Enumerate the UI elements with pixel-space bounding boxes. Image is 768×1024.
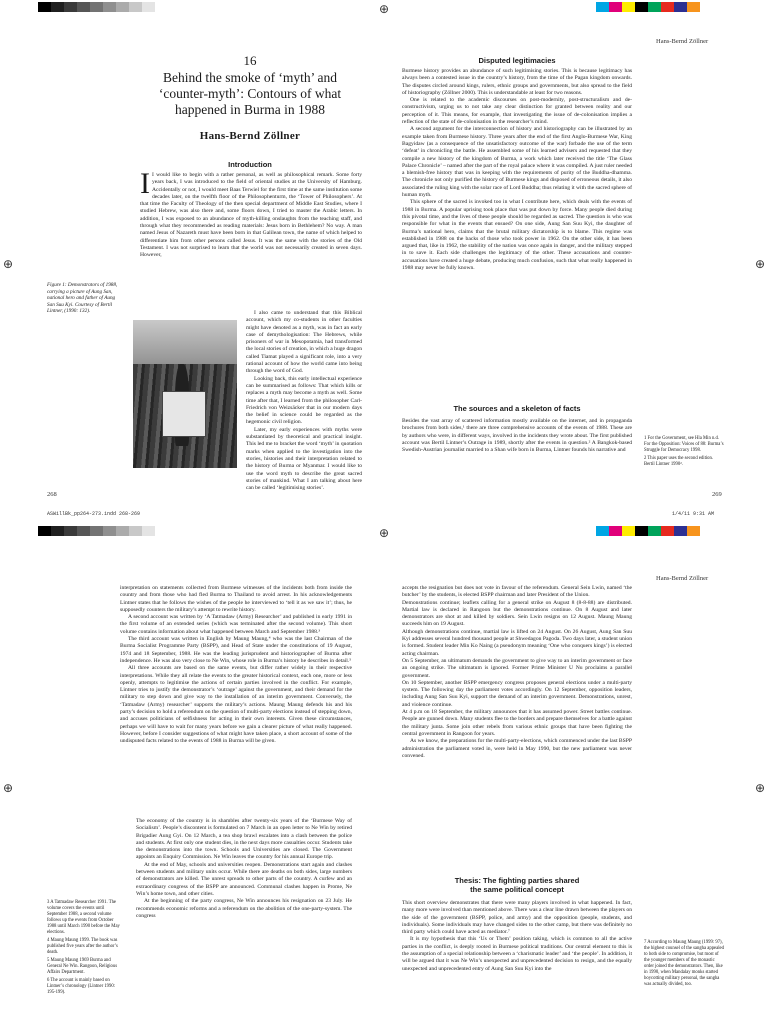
colorbar-swatch bbox=[622, 2, 635, 12]
bottom-right-chronology bbox=[402, 585, 632, 760]
body-paragraph: At 4 p.m on 18 September, the military announces that it has assumed power. Street battles continue. People are gunned down. Many students flee to the borders and prepare themselves for a battle against the military junta. Some join other rebels from various ethnic groups that have been fighting the central government in Rangoon for years. bbox=[402, 709, 632, 737]
registration-mark-icon: ⊕ bbox=[2, 257, 14, 271]
colorbar-swatch bbox=[648, 526, 661, 536]
colorbar-swatch bbox=[51, 526, 64, 536]
page-number-left: 268 bbox=[47, 491, 57, 498]
body-paragraph: accepts the resignation but does not vote in favour of the referendum. General Sein Lwin, named ‘the butcher’ by the students, is elected BSPP chairman and later President of the Union. bbox=[402, 585, 632, 599]
thesis-body bbox=[402, 900, 632, 973]
body-paragraph: This short overview demonstrates that there were many players involved in what happened. In fact, many more were involved than mentioned above. There was a clear line drawn between the players on the side of the government (BSPP, police, and army) and the opposition (people, students, and individuals). Some individuals may have changed sides to the other camp, but there was definitely no third party which could have acted as mediator.⁷ bbox=[402, 900, 632, 936]
colorbar-swatch bbox=[64, 2, 77, 12]
colorbar-swatch bbox=[661, 2, 674, 12]
colorbar-swatch bbox=[64, 526, 77, 536]
figure-photo bbox=[133, 320, 237, 468]
colorbar-swatch bbox=[155, 2, 168, 12]
colorbar-swatch bbox=[687, 2, 700, 12]
colorbar-swatch bbox=[648, 2, 661, 12]
colorbar-swatch bbox=[129, 2, 142, 12]
colorbar-swatch bbox=[116, 526, 129, 536]
body-paragraph: interpretation on statements collected from Burmese witnesses of the incidents both from inside the country and from those who had fled Burma to Thailand to avoid arrest. In his acknowledgements Lintner states that he follows the wishes of the people he interviewed to ‘tell it as we saw it’; thus, he supposedly counters the military’s attempt to rewrite history. bbox=[120, 585, 352, 613]
disputed-legitimacies-body bbox=[402, 68, 632, 272]
body-paragraph: The third account was written in English by Maung Maung,⁴ who was the last Chairman of the Burma Socialist Programme Party (BSPP), and Head of State under the constitutions of 19 August, 1974 and 18 September, 1988. He was the leading jurisprudent and historiographer of Burma after independence. He was also very close to Ne Win, whose role in Burma’s history he describes in detail.⁵ bbox=[120, 636, 352, 664]
chapter-title: Behind the smoke of ‘myth’ and ‘counter-myth’: Contours of what happened in Burma in 1988 bbox=[158, 70, 342, 117]
colorbar-swatch bbox=[622, 526, 635, 536]
colorbar-swatch bbox=[129, 526, 142, 536]
footnote: 6 The account is mainly based on Lintner’s chronology (Lintner 1990: 195-199). bbox=[47, 978, 115, 995]
registration-mark-icon: ⊕ bbox=[378, 2, 390, 16]
registration-mark-icon: ⊕ bbox=[754, 781, 766, 795]
colorbar-swatch bbox=[103, 526, 116, 536]
body-paragraph: The economy of the country is in shambles after twenty-six years of the ‘Burmese Way of Socialism’. People’s discontent is formulated on 7 March in an open letter to Ne Win by retired Brigadier Aung Gyi. On 12 March, a tea shop brawl escalates into a clash between the police and students. At first only one student dies, in the next days more casualties occur. Students take the demonstrations into the town. Schools and Universities are closed. The Government appoints an Enquiry Commission. Ne Win leaves the country for his annual Europe trip. bbox=[136, 818, 352, 861]
colorbar-swatch bbox=[38, 526, 51, 536]
intro-paragraph: Looking back, this early intellectual experience can be summarised as follows: That which kills or replaces a myth may become a myth as well. Some time after that, I learned from the philosopher Carl-Friedrich von Weizsäcker that in our modern days the belief in science could be regarded as the hegemonic civil religion. bbox=[246, 375, 362, 426]
intro-body-continued bbox=[246, 310, 362, 492]
running-head-right: Hans-Bernd Zöllner bbox=[656, 38, 709, 45]
figure-caption: Figure 1: Demonstrators of 1988, carrying a picture of Aung San, national hero and father of Aung San Suu Kyi. Courtesy of Bertil Lintner, (1990: 132). bbox=[47, 282, 118, 315]
body-paragraph: As we know, the preparations for the multi-party-elections, which commenced under the last BSPP administration the parliament voted in, were held in May 1990, but the new parliament was never convened. bbox=[402, 738, 632, 759]
bottom-left-body bbox=[120, 585, 352, 746]
body-paragraph: Besides the vast array of scattered information mostly available on the internet, and in propaganda brochures from both sides,¹ there are three comprehensive accounts of the events of 1988. These are by authors who were, in different ways, involved in the incidents they wrote about. The first published account was Bertil Lintner’s Outrage in 1989, shortly after the events in question.² A Bangkok-based Swedish-Austrian journalist married to a Shan wife born in Burma, Lintner founds his narrative and bbox=[402, 418, 632, 454]
registration-mark-icon: ⊕ bbox=[2, 781, 14, 795]
body-paragraph: A second argument for the interconnection of history and historiography can be illustrated by an example taken from Burmese history. Three years after the end of the first Anglo-Burmese War, King Bagyidaw (as a consequence of the unsatisfactory outcome of the war) forbade the use of the term ‘defeat’ in chronicling the battle. He assembled some of his learned advisers and requested that they compile a new history of the kingdom of Burma, a work which later received the title ‘The Glass Palace Chronicle’ – named after the part of the royal palace where it was compiled. A just ruler needed a blemish-free history that was in keeping with the requirements of purity of the Buddha-dhamma. The chronicle not only purified the history of Burmese kings and disposed of erroneous details, it also associated the ruling king with the solar race of Lord Buddha; thus relating it with the sacred sphere of human myth. bbox=[402, 126, 632, 199]
colorbar-swatch bbox=[51, 2, 64, 12]
footnotes-bottom-right bbox=[644, 940, 724, 990]
footnotes-bottom-left bbox=[47, 900, 123, 998]
footnote: 5 Maung Maung 1969 Burma and General Ne Win. Rangoon, Religious Affairs Department. bbox=[47, 958, 118, 975]
grey-colorbar-left-2 bbox=[38, 524, 168, 538]
colorbar-swatch bbox=[77, 526, 90, 536]
print-slug-time: 1/4/11 9:31 AM bbox=[672, 511, 715, 517]
section-heading-thesis: Thesis: The fighting parties shared the same political concept bbox=[454, 876, 580, 894]
page-number-right: 269 bbox=[712, 491, 722, 498]
colorbar-swatch bbox=[103, 2, 116, 12]
colorbar-swatch bbox=[38, 2, 51, 12]
chapter-author: Hans-Bernd Zöllner bbox=[199, 130, 301, 142]
intro-paragraph: I I would like to begin with a rather personal, as well as philosophical remark. Some forty years back, I was introduced to the field of oriental studies at the University of Hamburg. Accidentally or not, I would meet Baas Terwiel for the first time at the same institution some decades later, on the twelfth floor of the Philosophenturm, the ‘Tower of Philosophers’. At that time the Faculty of Theology of the then special department of Middle East Studies, where I studied Hebrew, was also there and, some floors down, I tried to master the Arabic letters. In addition, I was exposed to an abundance of myth-killing onslaughts from the teaching staff, and through what they recommended as reading materials: Jesus born in Bethlehem? No way. A man named Jesus of Nazareth must have been born in that Galilean town, the name of which helped to differentiate him from other persons called Jesus. It was the same with the stories of the Old Testament. I was not surprised to learn that the world was not necessarily created in seven days. However, bbox=[140, 167, 362, 259]
footnote: 4 Maung Maung 1999. The book was published five years after the author’s death. bbox=[47, 938, 118, 955]
colorbar-swatch bbox=[116, 2, 129, 12]
intro-paragraph: Later, my early experiences with myths were substantiated by theoretical and practical insight. This led me to bracket the word ‘myth’ in quotation marks when applied to the investigation into the stories, histories and their interpretation related to the history of Burma or Myanmar. I would like to use the word myth to describe the great sacred stories of mankind. What I am talking about here can be called ‘legitimising stories’. bbox=[246, 426, 362, 492]
body-paragraph: This sphere of the sacred is invoked too in what I contribute here, which deals with the events of 1988 in Burma. A popular uprising took place that was put down by force. Many people died during this pivotal time, and the lives of these people should be regarded as sacred. The question is who was responsible for what in the events that ensued? On one side, Aung San Suu Kyi, the daughter of Burma’s national hero, claims that the brutal military dictatorship is to blame. This regime was established in 1988 on the backs of those who took power in 1962. On the other side, it has been argued that, like in 1962, the stability of the nation was once again in danger, and the military stepped in to save it. Each side challenges the legitimacy of the other. These accusations and counter-accusations have created a huge debate, producing much confusion, such that what really happened in 1988 may never be fully known. bbox=[402, 199, 632, 272]
cmyk-colorbar-right bbox=[596, 0, 700, 14]
body-paragraph: It is my hypothesis that this ‘Us or Them’ position taking, which is common to all the active parties in the conflict, is deeply rooted in Burmese political traditions. Our central element to this is the assumption of a special relationship between a ‘charismatic leader’ and ‘the people’. In addition, it will be argued that it was Ne Win’s unexpected and unprecedented decision to resign, and the equally unexpected and unprecedented entry of Aung San Suu Kyi into the bbox=[402, 936, 632, 972]
body-paragraph: At the end of May, schools and universities reopen. Demonstrations start again and clashes between students and military units occur. While there are deaths on both sides, large numbers of demonstrators are killed. The unrest spreads to other parts of the country. A curfew and an extraordinary congress of the BSPP are announced. Communal clashes happen in Prome, Ne Win’s home town, and other cities. bbox=[136, 861, 352, 897]
footnote: 1 For the Government, see Hla Min n.d. For the Opposition: Voices of 88: Burma’s Struggle for Democracy 1998. bbox=[644, 436, 724, 453]
body-paragraph: Demonstrations continue; leaflets calling for a general strike on August 8 (8-8-88) are distributed. Martial law is declared in Rangoon but the demonstrations continue. On 8 August and later demonstrators are shot at and killed by soldiers. Sein Lwin resigns on 12 August. Maung Maung succeeds him on 19 August. bbox=[402, 599, 632, 628]
cmyk-colorbar-right-2 bbox=[596, 524, 700, 538]
section-heading-introduction: Introduction bbox=[228, 160, 272, 169]
colorbar-swatch bbox=[635, 2, 648, 12]
colorbar-swatch bbox=[90, 2, 103, 12]
registration-mark-icon: ⊕ bbox=[378, 526, 390, 540]
colorbar-swatch bbox=[142, 526, 155, 536]
chapter-number: 16 bbox=[243, 53, 257, 68]
registration-mark-icon: ⊕ bbox=[754, 257, 766, 271]
body-paragraph: At the beginning of the party congress, Ne Win announces his resignation on 23 July. He recommends economic reforms and a referendum on the abolition of the one-party-system. The congress bbox=[136, 898, 352, 919]
colorbar-swatch bbox=[596, 526, 609, 536]
footnote: 3 A Tatmadaw Researcher 1991. The volume covers the events until September 1988, a second volume follows up the events from October 1988 until March 1990 before the May elections. bbox=[47, 900, 120, 935]
body-paragraph: On 10 September, another BSPP emergency congress proposes general elections under a multi-party system. The following day the parliament votes accordingly. On 12 September, opposition leaders, including Aung San Suu Kyi, support the demand of an interim government. Demonstrations, unrest, and violence continue. bbox=[402, 679, 632, 708]
body-paragraph: On 5 September, an ultimatum demands the government to give way to an interim government or face an ongoing strike. The ultimatum is ignored. Former Prime Minister U Nu proclaims a parallel government. bbox=[402, 657, 632, 679]
footnotes-top-right bbox=[644, 436, 724, 470]
section-heading-sources: The sources and a skeleton of facts bbox=[453, 404, 581, 413]
body-paragraph: One is related to the academic discourses on post-modernity, post-structuralism and de-constructivism, urging us to not take any clear distinction for granted between reality and our perception of it. This means, for example, that investigating the issue of de-colonisation implies a reflection of the state of de-colonisation in the researcher’s mind. bbox=[402, 97, 632, 126]
body-paragraph: A second account was written by ‘A Tatmadaw (Army) Researcher’ and published in early 1991 in the first volume of an extended series (which was terminated after the second volume). This short volume contains information about what happened between March and September 1988.³ bbox=[120, 614, 352, 635]
running-head-right-2: Hans-Bernd Zöllner bbox=[656, 575, 709, 582]
colorbar-swatch bbox=[674, 526, 687, 536]
colorbar-swatch bbox=[90, 526, 103, 536]
footnote: 7 According to Maung Maung (1999: 97), the highest counsel of the sangha appealed to both side to compromise, but most of the younger members of the monastic order joined the demonstrators. Then, like in 1990, when Mandalay monks started boycotting military personal, the sangha was actually divided, too. bbox=[644, 940, 724, 987]
body-paragraph: All three accounts are based on the same events, but differ rather widely in their respective interpretations. While they all relate the events to the greater historical context, each one, more or less openly, attempts to legitimise the actions of certain parties involved in the conflict. For example, Lintner tries to justify the demonstrator’s ‘outrage’ against the government, and their demand for the military to step down and give way to the installation of an interim government. Conversely, the ‘Tatmadaw (Army) researcher’ supports the military’s actions. Maung Maung defends his and his party’s decision to hold a referendum on the question of multi-party elections instead of stepping down, and accuses politicians of selfishness for acting in their own interests. Given these circumstances, perhaps we will have to wait for many years before we gain a clearer picture of what really happened. However, before I consider suggestions of what might have taken place, a short account of some of the undisputed facts related to the events of 1988 in Burma will be given. bbox=[120, 665, 352, 745]
colorbar-swatch bbox=[661, 526, 674, 536]
intro-body bbox=[140, 167, 362, 260]
print-slug: ASWillBk_pp264-273.indd 268-269 bbox=[47, 511, 141, 517]
body-paragraph: Burmese history provides an abundance of such legitimising stories. This is because legitimacy has always been a contested issue in the country’s history, from the time of the Pagan kingdom onwards. The disputes circled around kings, rulers, ethnic groups and governments, but also spread to the field of historiography (Zöllner 2000). This is understandable at least for two reasons. bbox=[402, 68, 632, 96]
colorbar-swatch bbox=[674, 2, 687, 12]
footnote: 2 This paper uses the second edition. Bertil Lintner 1990². bbox=[644, 456, 714, 467]
colorbar-swatch bbox=[155, 526, 168, 536]
colorbar-swatch bbox=[609, 2, 622, 12]
colorbar-swatch bbox=[596, 2, 609, 12]
bottom-left-chronology bbox=[136, 818, 352, 920]
colorbar-swatch bbox=[77, 2, 90, 12]
colorbar-swatch bbox=[687, 526, 700, 536]
colorbar-swatch bbox=[609, 526, 622, 536]
section-heading-disputed-legitimacies: Disputed legitimacies bbox=[478, 56, 556, 65]
grey-colorbar-left bbox=[38, 0, 168, 14]
colorbar-swatch bbox=[635, 526, 648, 536]
colorbar-swatch bbox=[142, 2, 155, 12]
body-paragraph: Although demonstrations continue, martial law is lifted on 24 August. On 26 August, Aung San Suu Kyi addresses several hundred thousand people at Shwedagon Pagoda. Two days later, a student union is formed. Student leader Min Ko Naing (a pseudonym meaning ‘One who conquers kings’) is elected acting chairman. bbox=[402, 628, 632, 657]
intro-paragraph: I also came to understand that this Biblical account, which my co-students in other faculties might have denoted as a myth, was in fact an early case of demythologisation: The Hebrews, while prisoners of war in Mesopotamia, had transformed the local stories of creation, in which a huge dragon called Tiamat played a significant role, into a very rational account of how the world came into being through the word of God. bbox=[246, 310, 362, 375]
sources-body bbox=[402, 418, 632, 454]
